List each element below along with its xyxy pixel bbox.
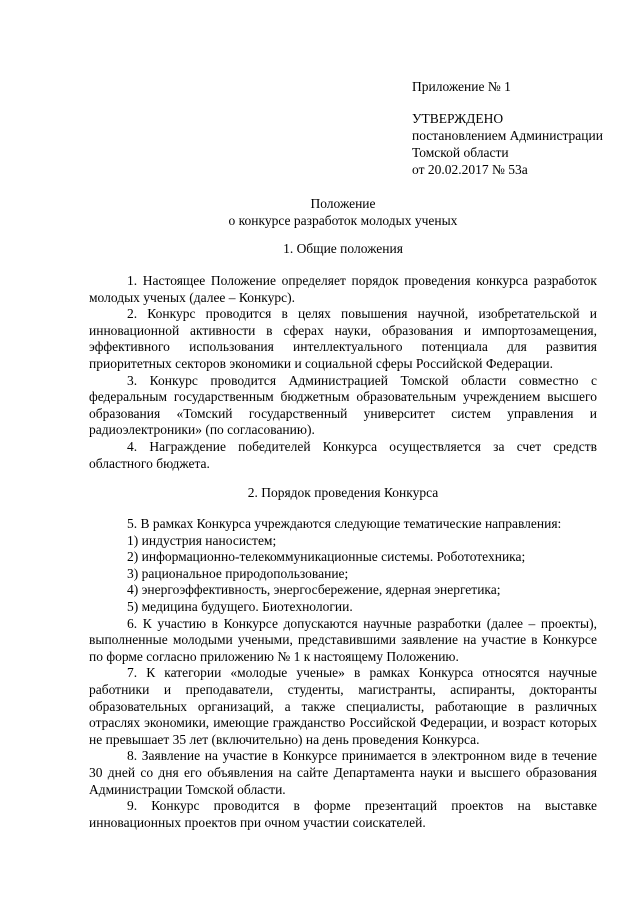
paragraph-2: 2. Конкурс проводится в целях повышения научной, изобретательской и инновационной активности в сферах науки, образования и импортозамещения, эффективного использования интеллектуального потенциала для развития приоритетных секторов экономики и социальной сферы Российской Федерации.: [89, 306, 597, 371]
paragraph-6: 6. К участию в Конкурсе допускаются научные разработки (далее – проекты), выполненные молодыми учеными, представившими заявление на участие в Конкурсе по форме согласно приложению № 1 к настоящему Положению.: [89, 615, 597, 664]
section-2-heading: 2. Порядок проведения Конкурса: [247, 485, 439, 500]
approval-block: [412, 78, 627, 178]
paragraph-7: 7. К категории «молодые ученые» в рамках Конкурса относятся научные работники и преподаватели, студенты, магистранты, аспиранты, докторанты образовательных организаций, а также специалисты, работающие в различных отраслях экономики, имеющие гражданство Российской Федерации, и возраст которых не превышает 35 лет (включительно) на день проведения Конкурса.: [89, 665, 597, 747]
list-item: 4) энергоэффективность, энергосбережение, ядерная энергетика;: [127, 582, 501, 598]
list-item: 3) рациональное природопользование;: [127, 565, 349, 581]
paragraph-9: 9. Конкурс проводится в форме презентаций проектов на выставке инновационных проектов при очном участии соискателей.: [89, 798, 597, 830]
list-item: 5) медицина будущего. Биотехнологии.: [127, 598, 353, 614]
document-title: [88, 195, 598, 229]
paragraph-1: 1. Настоящее Положение определяет порядок проведения конкурса разработок молодых ученых (далее – Конкурс).: [89, 273, 597, 305]
section-1-body: [89, 273, 597, 472]
title-line-1: Положение: [310, 196, 376, 211]
list-item: 1) индустрия наносистем;: [127, 532, 277, 548]
appendix-number: Приложение № 1: [412, 79, 511, 94]
paragraph-5: 5. В рамках Конкурса учреждаются следующие тематические направления:: [127, 516, 562, 531]
approved-stamp: УТВЕРЖДЕНО: [412, 111, 504, 126]
title-line-2: о конкурсе разработок молодых ученых: [228, 213, 458, 228]
approval-line-2: Томской области: [412, 145, 509, 160]
approval-date: от 20.02.2017 № 53а: [412, 162, 528, 177]
list-item: 2) информационно-телекоммуникационные системы. Робототехника;: [127, 549, 526, 565]
paragraph-8: 8. Заявление на участие в Конкурсе принимается в электронном виде в течение 30 дней со дня его объявления на сайте Департамента науки и высшего образования Администрации Томской области.: [89, 748, 597, 797]
approval-line-1: постановлением Администрации: [412, 128, 603, 143]
section-2-body: [89, 516, 597, 831]
paragraph-4: 4. Награждение победителей Конкурса осуществляется за счет средств областного бюджета.: [89, 438, 597, 471]
section-1-heading: 1. Общие положения: [283, 241, 403, 256]
paragraph-3: 3. Конкурс проводится Администрацией Томской области совместно с федеральным государственным бюджетным образовательным учреждением высшего образования «Томский государственный университет систем управления и радиоэлектроники» (по согласованию).: [89, 372, 597, 438]
